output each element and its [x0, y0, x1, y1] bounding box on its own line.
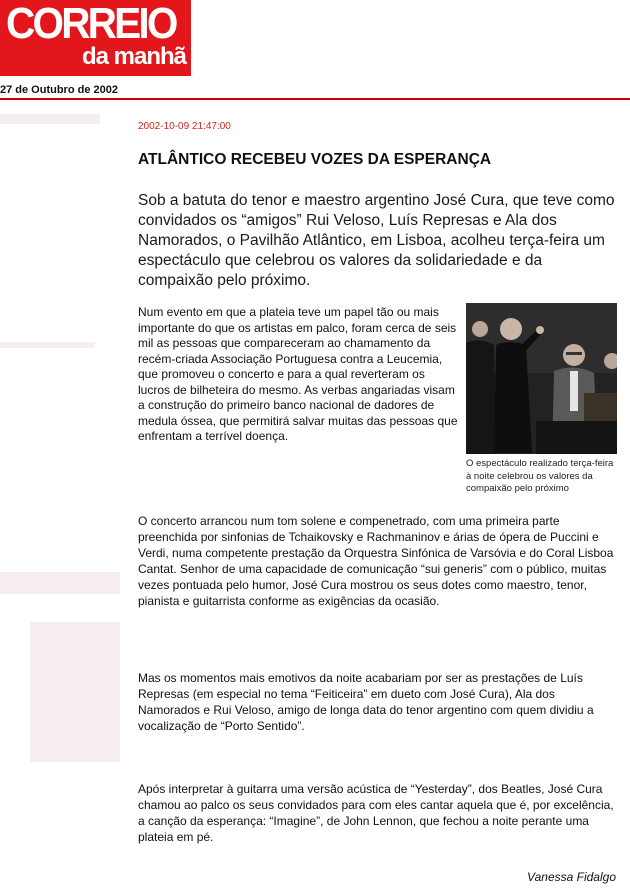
- article-paragraph-3: Mas os momentos mais emotivos da noite acabariam por ser as prestações de Luís Represas (em especial no tema “Feiticeira” em dueto com José Cura), Ala dos Namorados e Rui Veloso, amigo de longa data do tenor argentino com quem dividiu a vocalização de “Porto Sentido”.: [138, 671, 594, 733]
- concert-photo: [466, 303, 617, 454]
- article-lead: Sob a batuta do tenor e maestro argentino José Cura, que teve como convidados os “amigos” Rui Veloso, Luís Represas e Ala dos Namorados, o Pavilhão Atlântico, em Lisboa, acolheu terça-feira um espectáculo que celebrou os valores da solidariedade e da compaixão pelo próximo.: [138, 192, 615, 289]
- issue-date: 27 de Outubro de 2002: [0, 84, 118, 96]
- header-divider: [0, 98, 630, 100]
- article-timestamp: 2002-10-09 21:47:00: [138, 121, 231, 132]
- logo-word-da-manha: da manhã: [82, 43, 187, 70]
- article-author: Vanessa Fidalgo: [527, 870, 616, 884]
- sidebar-placeholder: [0, 102, 128, 892]
- article-paragraph-1: Num evento em que a plateia teve um papel tão ou mais importante do que os artistas em palco, foram cerca de seis mil as pessoas que compareceram ao chamamento da recém-criada Associação Portuguesa contra a Leucemia, que promoveu o concerto e para a qual reverteram os lucros de bilheteira do mesmo. As verbas angariadas visam a construção do primeiro banco nacional de dadores de medula óssea, que permitirá salvar muitas das pessoas que enfrentam a terrível doença.: [138, 305, 458, 443]
- article-paragraph-4: Após interpretar à guitarra uma versão acústica de “Yesterday”, dos Beatles, José Cura chamou ao palco os seus convidados para com eles cantar aquela que é, por excelência, a canção da esperança: “Imagine”, de John Lennon, que fechou a noite perante uma plateia em pé.: [138, 782, 614, 844]
- photo-caption: O espectáculo realizado terça-feira à noite celebrou os valores da compaixão pelo próximo: [466, 458, 614, 494]
- logo-word-correio: CORREIO: [6, 0, 176, 48]
- article-headline: ATLÂNTICO RECEBEU VOZES DA ESPERANÇA: [138, 151, 492, 168]
- article-paragraph-2: O concerto arrancou num tom solene e compenetrado, com uma primeira parte preenchida por sinfonias de Tchaikovsky e Rachmaninov e árias de ópera de Puccini e Verdi, numa competente prestação da Orquestra Sinfónica de Varsóvia e do Coral Lisboa Cantat. Senhor de uma capacidade de comunicação “sui generis” com o público, muitas vezes pontuada pelo humor, José Cura mostrou os seus dotes como maestro, tenor, pianista e guitarrista conforme as exigências da ocasião.: [138, 514, 614, 608]
- correio-da-manha-logo[interactable]: [0, 0, 191, 76]
